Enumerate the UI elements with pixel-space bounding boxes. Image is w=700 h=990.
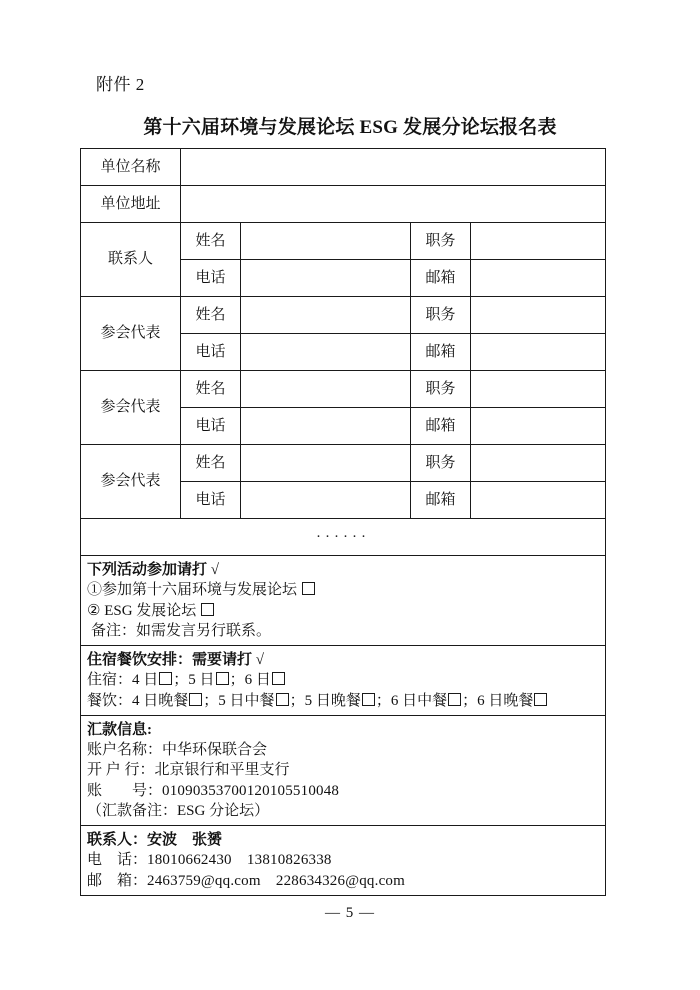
contacts-phone-value: 18010662430 13810826338	[147, 852, 332, 869]
checkbox-icon[interactable]	[189, 693, 202, 706]
checkbox-icon[interactable]	[302, 582, 315, 595]
remittance-memo: （汇款备注：ESG 分论坛）	[87, 802, 270, 819]
contacts-email-label: 邮 箱：	[87, 872, 148, 889]
table-row-separator	[81, 519, 606, 556]
remittance-account-name-label: 账户名称：	[87, 742, 163, 758]
field-label-title: 职务	[411, 297, 471, 334]
field-input-delegate3-name[interactable]	[241, 445, 411, 482]
checkbox-icon[interactable]	[201, 603, 214, 616]
field-input-delegate2-phone[interactable]	[241, 408, 411, 445]
checkbox-icon[interactable]	[534, 693, 547, 706]
lodging-label: 住宿：	[87, 672, 133, 689]
field-label-name: 姓名	[181, 297, 241, 334]
accommodation-heading: 住宿餐饮安排：需要请打 √	[87, 652, 264, 668]
meals-row: 餐饮：4 日晚餐 ；5 日中餐 ；5 日晚餐 ；6 日中餐 ；6 日晚餐	[87, 691, 599, 711]
field-label-email: 邮箱	[411, 482, 471, 519]
contacts-phone-label: 电 话：	[87, 852, 148, 869]
field-input-delegate1-phone[interactable]	[241, 334, 411, 371]
table-row	[81, 186, 606, 223]
activities-block	[81, 556, 606, 646]
field-label-email: 邮箱	[411, 334, 471, 371]
field-label-title: 职务	[411, 371, 471, 408]
field-input-contact-name[interactable]	[241, 223, 411, 260]
table-row-accommodation	[81, 646, 606, 716]
lodging-option-1-label: 4 日	[132, 672, 159, 689]
group-label-delegate-1: 参会代表	[81, 297, 181, 371]
remittance-heading: 汇款信息:	[87, 721, 152, 738]
checkbox-icon[interactable]	[272, 672, 285, 685]
field-input-delegate1-email[interactable]	[471, 334, 606, 371]
meals-label: 餐饮：	[87, 692, 133, 709]
field-label-phone: 电话	[181, 482, 241, 519]
activity-option-1-label: ①参加第十六届环境与发展论坛	[87, 582, 298, 599]
contacts-phone-row	[87, 850, 599, 870]
table-row-contacts	[81, 826, 606, 896]
field-input-contact-email[interactable]	[471, 260, 606, 297]
activity-option-2-label: ② ESG 发展论坛	[87, 602, 197, 619]
activity-option-2[interactable]	[87, 601, 599, 621]
checkbox-icon[interactable]	[216, 672, 229, 685]
checkbox-icon[interactable]	[362, 693, 375, 706]
contacts-block	[81, 826, 606, 896]
field-label-name: 姓名	[181, 223, 241, 260]
field-label-company-name: 单位名称	[81, 149, 181, 186]
lodging-option-2-label: 5 日	[188, 672, 215, 689]
field-input-delegate3-title[interactable]	[471, 445, 606, 482]
lodging-row: 住宿：4 日 ；5 日 ；6 日	[87, 670, 599, 690]
field-input-delegate3-phone[interactable]	[241, 482, 411, 519]
remittance-account-name-row	[87, 740, 599, 760]
field-input-contact-title[interactable]	[471, 223, 606, 260]
contacts-email-row	[87, 871, 599, 891]
contacts-person-label: 联系人：	[87, 832, 148, 848]
group-label-delegate-2: 参会代表	[81, 371, 181, 445]
field-input-delegate2-name[interactable]	[241, 371, 411, 408]
field-label-email: 邮箱	[411, 260, 471, 297]
meals-option-2-label: 5 日中餐	[218, 692, 275, 709]
remittance-account-no-row	[87, 781, 599, 801]
contacts-person-row	[87, 830, 599, 850]
table-row	[81, 371, 606, 408]
table-row-activities	[81, 556, 606, 646]
remittance-bank-row	[87, 760, 599, 780]
table-row	[81, 223, 606, 260]
field-label-name: 姓名	[181, 371, 241, 408]
table-row-remittance	[81, 715, 606, 825]
field-label-title: 职务	[411, 445, 471, 482]
field-input-delegate3-email[interactable]	[471, 482, 606, 519]
field-label-company-address: 单位地址	[81, 186, 181, 223]
attachment-label: 附件 2	[96, 75, 145, 94]
field-input-delegate2-title[interactable]	[471, 371, 606, 408]
field-input-company-name[interactable]	[181, 149, 606, 186]
table-row	[81, 149, 606, 186]
field-input-company-address[interactable]	[181, 186, 606, 223]
field-label-phone: 电话	[181, 260, 241, 297]
checkbox-icon[interactable]	[448, 693, 461, 706]
field-label-name: 姓名	[181, 445, 241, 482]
table-row	[81, 297, 606, 334]
remittance-account-no-value: 01090353700120105510048	[162, 782, 340, 799]
group-label-delegate-3: 参会代表	[81, 445, 181, 519]
meals-option-3-label: 5 日晚餐	[304, 692, 361, 709]
accommodation-block	[81, 646, 606, 716]
field-label-email: 邮箱	[411, 408, 471, 445]
field-input-contact-phone[interactable]	[241, 260, 411, 297]
group-label-contact: 联系人	[81, 223, 181, 297]
activity-option-1[interactable]	[87, 580, 599, 600]
lodging-option-3-label: 6 日	[244, 672, 271, 689]
remittance-bank-label: 开 户 行：	[87, 762, 155, 779]
table-row	[81, 445, 606, 482]
activities-heading: 下列活动参加请打 √	[87, 562, 219, 578]
remittance-bank-value: 北京银行和平里支行	[154, 762, 290, 779]
activities-note: 备注：如需发言另行联系。	[91, 622, 272, 639]
remittance-account-no-label: 账 号：	[87, 782, 163, 799]
field-label-phone: 电话	[181, 408, 241, 445]
remittance-block	[81, 715, 606, 825]
meals-option-5-label: 6 日晚餐	[477, 692, 534, 709]
checkbox-icon[interactable]	[276, 693, 289, 706]
field-input-delegate2-email[interactable]	[471, 408, 606, 445]
remittance-account-name-value: 中华环保联合会	[162, 742, 268, 758]
field-input-delegate1-name[interactable]	[241, 297, 411, 334]
ellipsis-separator: ······	[81, 519, 606, 556]
contacts-person-value: 安波 张赟	[147, 832, 223, 848]
page-number: — 5 —	[325, 905, 375, 921]
page-title: 第十六届环境与发展论坛 ESG 发展分论坛报名表	[143, 117, 557, 138]
field-input-delegate1-title[interactable]	[471, 297, 606, 334]
meals-option-4-label: 6 日中餐	[390, 692, 448, 709]
field-label-phone: 电话	[181, 334, 241, 371]
registration-form-table	[80, 148, 606, 896]
contacts-email-value: 2463759@qq.com 228634326@qq.com	[147, 872, 405, 889]
checkbox-icon[interactable]	[159, 672, 172, 685]
meals-option-1-label: 4 日晚餐	[132, 692, 189, 709]
field-label-title: 职务	[411, 223, 471, 260]
